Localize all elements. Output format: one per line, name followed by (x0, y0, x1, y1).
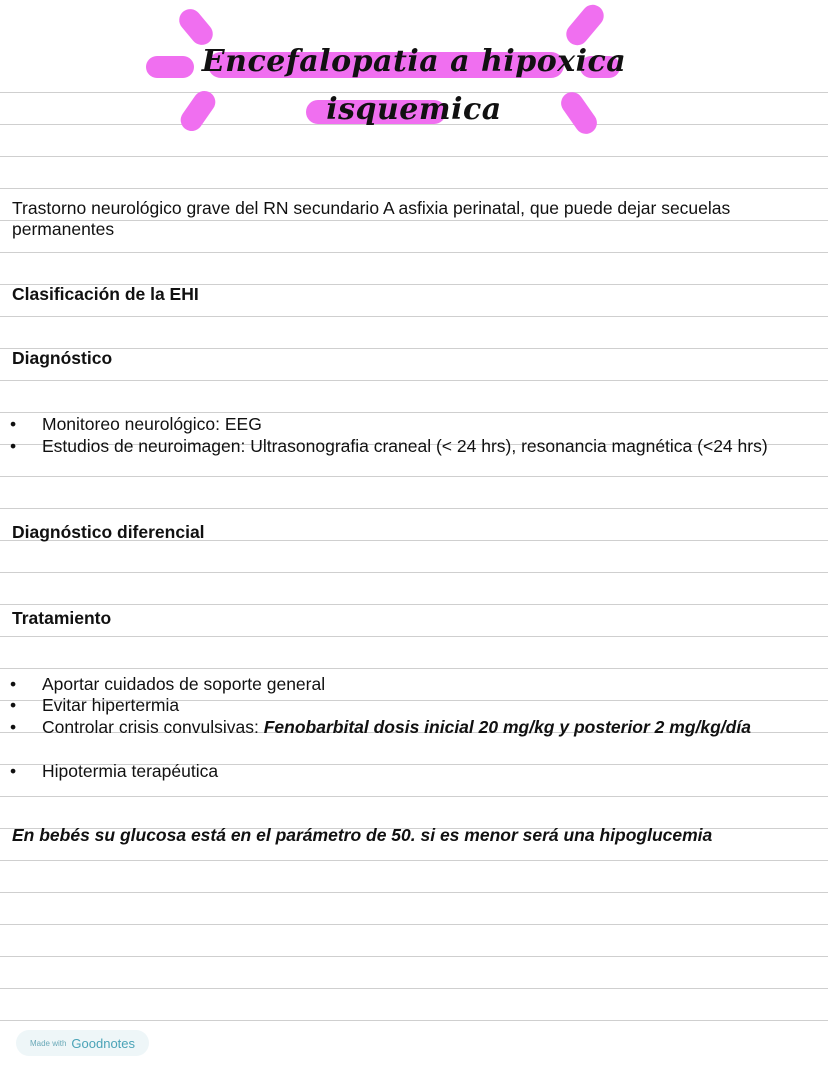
sparkle-stroke (562, 0, 608, 49)
bullet-marker: • (10, 436, 17, 456)
list-item (42, 717, 794, 738)
bullet-marker: • (10, 414, 17, 434)
list-item-label: Controlar crisis convulsivas: (42, 717, 264, 737)
sparkle-stroke (175, 5, 218, 50)
goodnotes-badge (16, 1030, 149, 1056)
intro-text: Trastorno neurológico grave del RN secundario A asfixia perinatal, que puede dejar secuelas permanentes (12, 198, 731, 239)
bullet-marker: • (10, 674, 17, 694)
list-item: Monitoreo neurológico: EEG (42, 414, 262, 434)
page-title: Encefalopatia a hipoxica (201, 44, 627, 79)
list-item: Aportar cuidados de soporte general (42, 674, 326, 694)
bullet-marker: • (10, 761, 17, 781)
heading-diagnostico: Diagnóstico (12, 348, 113, 368)
made-with-label: Made with (29, 1038, 67, 1048)
bullet-marker: • (10, 717, 17, 737)
heading-diagnostico-diferencial: Diagnóstico diferencial (12, 522, 205, 542)
dose-emphasis: Fenobarbital dosis inicial 20 mg/kg y posterior 2 mg/kg/día (263, 717, 751, 737)
list-item: Evitar hipertermia (42, 695, 180, 715)
list-item: Estudios de neuroimagen: Ultrasonografia craneal (< 24 hrs), resonancia magnética (<24 hrs) (42, 436, 768, 456)
glucose-note: En bebés su glucosa está en el parámetro de 50. si es menor será una hipoglucemia (12, 825, 713, 845)
heading-tratamiento: Tratamiento (12, 608, 112, 628)
heading-clasificacion: Clasificación de la EHI (12, 284, 199, 304)
bullet-marker: • (10, 695, 17, 715)
brand-label: Goodnotes (71, 1035, 136, 1051)
page-title-line-2: isquemica (326, 92, 502, 127)
title-block (0, 0, 828, 160)
list-item: Hipotermia terapéutica (42, 761, 219, 781)
